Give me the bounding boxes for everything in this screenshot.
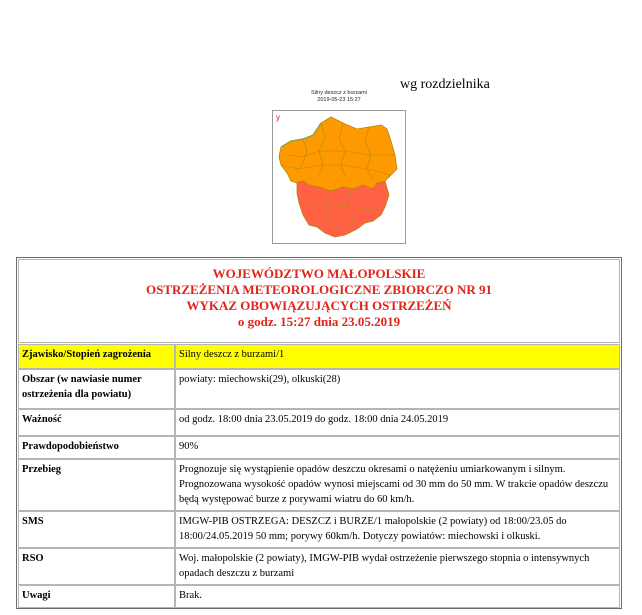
voivodeship-title: WOJEWÓDZTWO MAŁOPOLSKIE: [212, 266, 426, 281]
map-title: Silny deszcz z burzami: [311, 90, 367, 96]
warning-table: [18, 344, 620, 608]
row-value: Prognozuje się wystąpienie opadów deszczu okresami o natężeniu umiarkowanym i silnym. Prognozowana wysokość opadów wynosi miejscami od 30 mm do 50 mm. W trakcie opadów deszczu będą występować burze z porywami wiatru do 60 km/h.: [175, 459, 620, 511]
table-row-probability: [18, 436, 620, 459]
row-label: Przebieg: [18, 459, 175, 511]
row-label: Zjawisko/Stopień zagrożenia: [18, 344, 175, 369]
table-row-area: [18, 369, 620, 409]
map-frame: [272, 110, 406, 244]
warning-report: [16, 257, 622, 609]
warning-map: [272, 86, 406, 244]
row-label: Uwagi: [18, 585, 175, 608]
malopolska-map-svg: [273, 111, 405, 243]
issue-time: o godz. 15:27 dnia 23.05.2019: [237, 314, 401, 329]
row-value: IMGW-PIB OSTRZEGA: DESZCZ i BURZE/1 małopolskie (2 powiaty) od 18:00/23.05 do 18:00/24.05.2019 50 mm; porywy 60km/h. Dotyczy powiatów: miechowski i olkuski.: [175, 511, 620, 548]
row-label: RSO: [18, 548, 175, 585]
row-label: Prawdopodobieństwo: [18, 436, 175, 459]
map-axis-marker: y: [276, 113, 280, 122]
row-value: od godz. 18:00 dnia 23.05.2019 do godz. 18:00 dnia 24.05.2019: [175, 409, 620, 436]
warning-region-level2: [297, 181, 389, 237]
table-row-course: [18, 459, 620, 511]
table-row-validity: [18, 409, 620, 436]
row-label: Obszar (w nawiasie numer ostrzeżenia dla powiatu): [18, 369, 175, 409]
row-value: 90%: [175, 436, 620, 459]
row-label: Ważność: [18, 409, 175, 436]
list-title: WYKAZ OBOWIĄZUJĄCYCH OSTRZEŻEŃ: [186, 298, 452, 313]
table-row-phenomenon: [18, 344, 620, 369]
map-timestamp: 2019-05-23 15:27: [317, 97, 361, 103]
distribution-note: wg rozdzielnika: [400, 77, 490, 92]
row-label: SMS: [18, 511, 175, 548]
table-row-rso: [18, 548, 620, 585]
summary-title: OSTRZEŻENIA METEOROLOGICZNE ZBIORCZO NR 91: [145, 282, 493, 297]
table-row-remarks: [18, 585, 620, 608]
row-value: Woj. małopolskie (2 powiaty), IMGW-PIB wydał ostrzeżenie pierwszego stopnia o intensywnych opadach deszczu z burzami: [175, 548, 620, 585]
table-row-sms: [18, 511, 620, 548]
row-value: Silny deszcz z burzami/1: [175, 344, 620, 369]
report-header: [18, 259, 620, 343]
warning-region-level1: [279, 117, 397, 191]
row-value: powiaty: miechowski(29), olkuski(28): [175, 369, 620, 409]
row-value: Brak.: [175, 585, 620, 608]
